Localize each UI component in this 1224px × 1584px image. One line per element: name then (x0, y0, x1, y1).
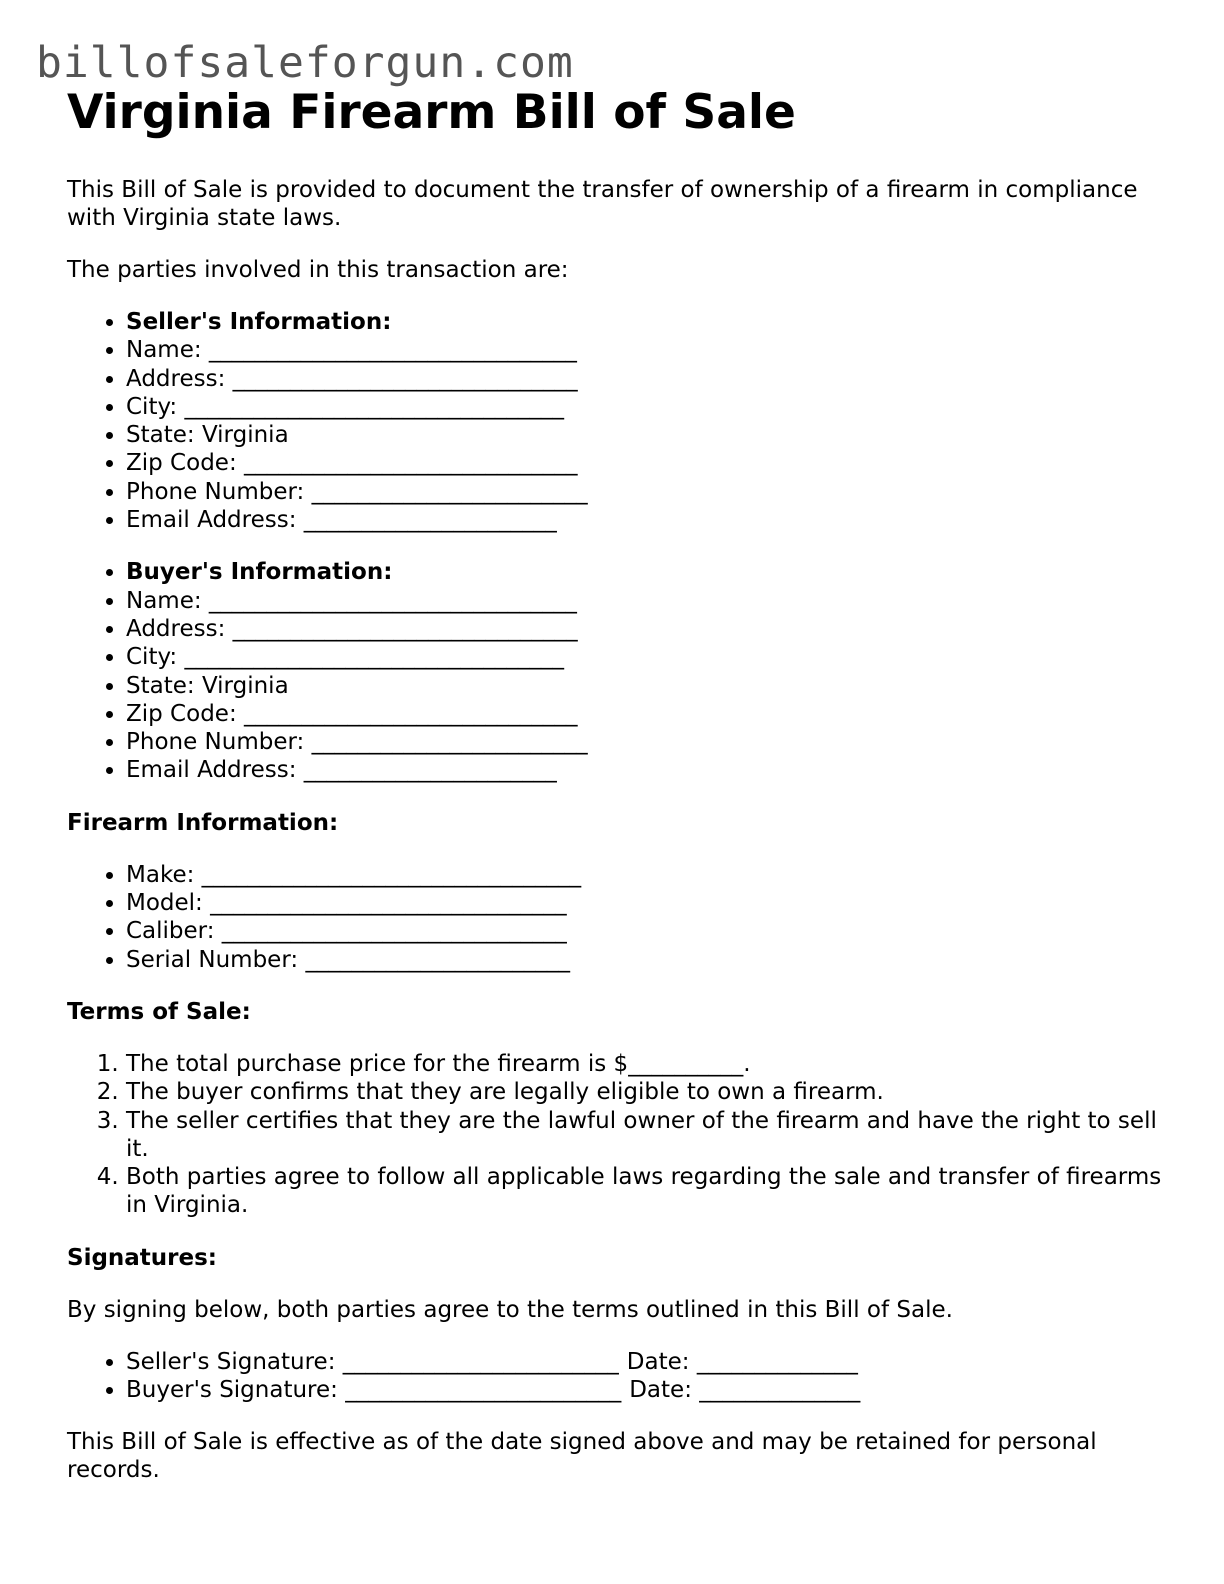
seller-email-field: • Email Address: ______________________ (126, 506, 1177, 534)
buyer-phone-field: • Phone Number: ________________________ (126, 728, 1177, 756)
buyer-heading: • Buyer's Information: (126, 558, 1177, 586)
intro-paragraph: This Bill of Sale is provided to document the transfer of ownership of a firearm in compliance with Virginia state laws. (67, 177, 1138, 231)
buyer-city-field: • City: _________________________________ (126, 643, 1177, 671)
parties-intro: The parties involved in this transaction are: (67, 257, 569, 283)
signature-list (67, 1348, 1177, 1405)
signatures-heading: Signatures: (67, 1244, 218, 1271)
terms-heading: Terms of Sale: (67, 998, 251, 1025)
seller-heading: • Seller's Information: (126, 308, 1177, 336)
firearm-serial-field: • Serial Number: _______________________ (126, 946, 1177, 974)
firearm-heading: Firearm Information: (67, 809, 339, 836)
seller-name-field: • Name: ________________________________ (126, 336, 1177, 364)
seller-date-line: Date: ______________ (626, 1348, 858, 1375)
seller-info-list (67, 308, 1177, 534)
watermark: billofsaleforgun.com (36, 38, 574, 88)
signatures-intro: By signing below, both parties agree to the terms outlined in this Bill of Sale. (67, 1296, 953, 1323)
buyer-email-field: • Email Address: ______________________ (126, 756, 1177, 784)
buyer-signature-line: Buyer's Signature: ________________________ (126, 1377, 622, 1404)
seller-city-field: • City: _________________________________ (126, 393, 1177, 421)
firearm-caliber-field: • Caliber: ______________________________ (126, 917, 1177, 945)
terms-item: 2. The buyer confirms that they are legally eligible to own a firearm. (126, 1078, 1177, 1106)
seller-address-field: • Address: ______________________________ (126, 365, 1177, 393)
page-title: Virginia Firearm Bill of Sale (67, 85, 796, 140)
seller-signature-row (126, 1348, 1177, 1376)
buyer-signature-row (126, 1376, 1177, 1404)
document (67, 84, 1177, 1484)
terms-item: 1. The total purchase price for the firearm is $__________. (126, 1050, 1177, 1078)
terms-list (67, 1050, 1177, 1220)
buyer-state-field: • State: Virginia (126, 672, 1177, 700)
buyer-info-list (67, 558, 1177, 784)
buyer-name-field: • Name: ________________________________ (126, 587, 1177, 615)
buyer-zip-field: • Zip Code: _____________________________ (126, 700, 1177, 728)
closing-paragraph: This Bill of Sale is effective as of the date signed above and may be retained for personal records. (67, 1429, 1097, 1484)
firearm-make-field: • Make: _________________________________ (126, 861, 1177, 889)
terms-item: 4. Both parties agree to follow all applicable laws regarding the sale and transfer of firearms in Virginia. (126, 1163, 1177, 1220)
seller-state-field: • State: Virginia (126, 421, 1177, 449)
terms-item: 3. The seller certifies that they are the lawful owner of the firearm and have the right to sell it. (126, 1107, 1177, 1164)
seller-zip-field: • Zip Code: _____________________________ (126, 449, 1177, 477)
seller-signature-line: Seller's Signature: ________________________ (126, 1348, 619, 1375)
buyer-address-field: • Address: ______________________________ (126, 615, 1177, 643)
firearm-model-field: • Model: _______________________________ (126, 889, 1177, 917)
firearm-info-list (67, 861, 1177, 974)
seller-phone-field: • Phone Number: ________________________ (126, 478, 1177, 506)
buyer-date-line: Date: ______________ (629, 1377, 861, 1404)
